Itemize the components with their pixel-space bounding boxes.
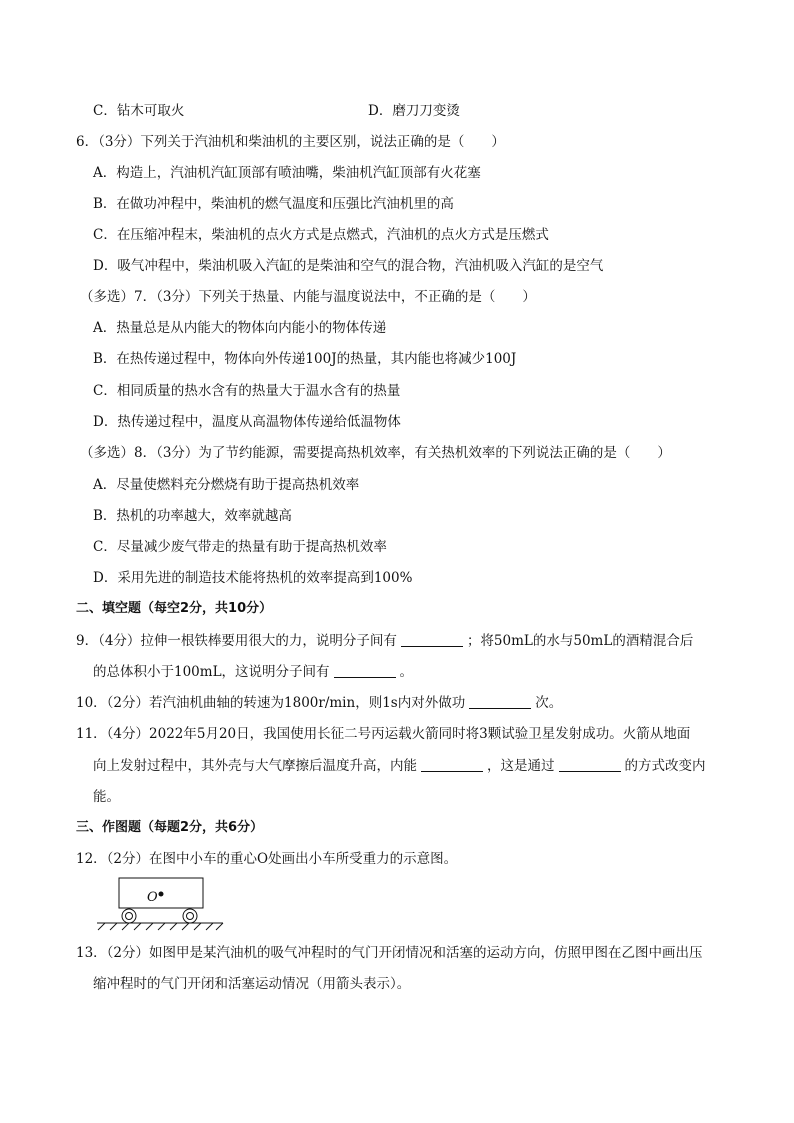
q6-option-c: C．在压缩冲程末，柴油机的点火方式是点燃式，汽油机的点火方式是压燃式: [93, 227, 549, 243]
q6-option-d: D．吸气冲程中，柴油机吸入汽缸的是柴油和空气的混合物，汽油机吸入汽缸的是空气: [93, 258, 604, 274]
q7-option-c: C．相同质量的热水含有的热量大于温水含有的热量: [93, 383, 401, 399]
cart-wheel-left: [122, 909, 136, 923]
section-fill-in-heading: 二、填空题（每空2分，共10分）: [76, 601, 273, 616]
q9-text-1: 9．（4分）拉伸一根铁棒要用很大的力，说明分子间有: [76, 633, 397, 649]
q6-stem: 6．（3分）下列关于汽油机和柴油机的主要区别，说法正确的是（ ）: [76, 134, 505, 150]
section-drawing-heading: 三、作图题（每题2分，共6分）: [76, 820, 264, 835]
q9-blank-2[interactable]: [334, 663, 396, 678]
q7-option-d: D．热传递过程中，温度从高温物体传递给低温物体: [93, 414, 401, 430]
q11-text-1: 向上发射过程中，其外壳与大气摩擦后温度升高，内能: [93, 758, 417, 774]
q8-option-b: B．热机的功率越大，效率就越高: [93, 508, 292, 524]
q13-line2: 缩冲程时的气门开闭和活塞运动情况（用箭头表示）。: [93, 976, 411, 992]
q10-line: [76, 693, 562, 713]
q8-option-c: C．尽量减少废气带走的热量有助于提高热机效率: [93, 539, 387, 555]
q13-line1: 13．（2分）如图甲是某汽油机的吸气冲程时的气门开闭情况和活塞的运动方向，仿照甲图在乙图中画出压: [76, 945, 703, 961]
q8-option-a: A．尽量使燃料充分燃烧有助于提高热机效率: [93, 477, 360, 493]
q11-blank-2[interactable]: [559, 757, 621, 772]
cart-wheel-left-hub: [126, 913, 133, 920]
q11-text-2: ，这是通过: [487, 758, 555, 774]
q11-line3: 能。: [93, 789, 120, 805]
q9-line1: [76, 631, 693, 651]
q9-line2: [93, 662, 413, 682]
q7-option-a: A．热量总是从内能大的物体向内能小的物体传递: [93, 320, 387, 336]
center-of-gravity-label: O: [147, 890, 158, 905]
q11-line2: [93, 756, 706, 776]
q5-option-c: C．钻木可取火: [93, 103, 185, 119]
cart-wheel-right: [183, 909, 197, 923]
q11-line1: 11．（4分）2022年5月20日，我国使用长征二号丙运载火箭同时将3颗试验卫星发射成功。火箭从地面: [76, 726, 691, 742]
q9-blank-1[interactable]: [401, 632, 463, 647]
q11-text-3: 的方式改变内: [624, 758, 706, 774]
ground-hatching: [98, 923, 223, 930]
q9-text-3: 的总体积小于100mL，这说明分子间有: [93, 664, 330, 680]
q10-text-2: 次。: [535, 695, 563, 711]
q12-stem: 12．（2分）在图中小车的重心O处画出小车所受重力的示意图。: [76, 851, 458, 867]
cart-figure[interactable]: [95, 874, 225, 932]
q7-option-b: B．在热传递过程中，物体向外传递100J的热量，其内能也将减少100J: [93, 351, 517, 367]
center-of-gravity-dot: [159, 892, 164, 897]
q5-option-d: D．磨刀刀变烫: [368, 103, 460, 119]
q8-option-d: D．采用先进的制造技术能将热机的效率提高到100%: [93, 570, 413, 586]
q8-stem: （多选）8．（3分）为了节约能源，需要提高热机效率，有关热机效率的下列说法正确的是（ ）: [80, 445, 671, 461]
q6-option-b: B．在做功冲程中，柴油机的燃气温度和压强比汽油机里的高: [93, 196, 454, 212]
q7-stem: （多选）7．（3分）下列关于热量、内能与温度说法中，不正确的是（ ）: [80, 289, 536, 305]
q10-text-1: 10．（2分）若汽油机曲轴的转速为1800r/min，则1s内对外做功: [76, 695, 466, 711]
q6-option-a: A．构造上，汽油机汽缸顶部有喷油嘴，柴油机汽缸顶部有火花塞: [93, 165, 481, 181]
q9-text-2: ；将50mL的水与50mL的酒精混合后: [466, 633, 694, 649]
q10-blank[interactable]: [469, 694, 531, 709]
cart-wheel-right-hub: [187, 913, 194, 920]
q9-text-4: 。: [399, 664, 414, 680]
q11-blank-1[interactable]: [421, 757, 483, 772]
